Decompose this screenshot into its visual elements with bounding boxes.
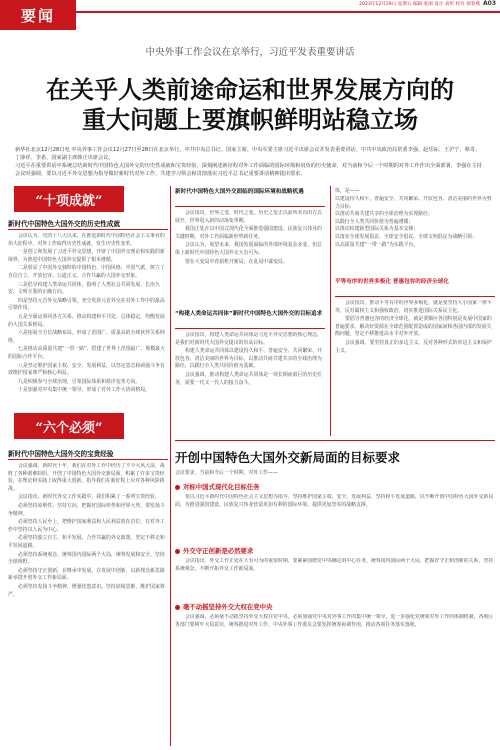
section-divider [8, 459, 168, 460]
section-title-experience: 新时代中国特色大国外交的宝贵经验 [8, 450, 114, 458]
paragraph: 七是推动高质量共建“一带一路”，搭建了世界上范围最广、规模最大的国际合作平台。 [8, 346, 165, 360]
paragraph: 会议认为，党的十八大以来，在推进新时代中国特色社会主义事业的伟大征程中，对外工作取得历史性成就，发生历史性变革。 [8, 233, 165, 247]
section-label: 要闻 [0, 0, 76, 30]
paragraph: 必须坚持发扬斗争精神，增强忧患意识、坚持底线思维，维护国家尊严。 [8, 583, 165, 598]
bullet-text-leadership [175, 614, 495, 744]
multipolarity-text [335, 300, 495, 432]
headline-line-1: 在关乎人类前途命运和世界发展方向的 [46, 75, 454, 104]
paragraph: 要以习近平新时代中国特色社会主义思想为指导，坚持维护国家主权、安全、发展利益，坚持和平发展道路，以不断开创中国特色大国外交新局面，为推进强国建设、民族复兴伟业营造更加有利的国际环境、提供更加坚实的战略支撑。 [175, 494, 494, 508]
bullet-title-text: 毫不动摇坚持外交大权在党中央 [183, 603, 273, 611]
section-divider [8, 229, 168, 230]
community-text [175, 332, 325, 432]
paragraph: 会议指出，推动平等有序的世界多极化，就是要坚持大小国家一律平等，反对霸权主义和强权政治，切实推进国际关系民主化。 [335, 300, 492, 314]
bullet-title-innovation [175, 546, 495, 555]
paragraph: 会议强调，推动构建人类命运共同体是一项长期而艰巨的历史任务，需要一代又一代人的接力奋斗。 [175, 371, 322, 386]
quote-six-musts: “六个必须” [14, 413, 124, 439]
bullet-dot-icon [175, 485, 180, 490]
column-rule [170, 186, 171, 746]
section-divider [335, 296, 495, 297]
paragraph: 要倡导普惠包容的经济全球化，就是要顺应各国特别是发展中国家的普遍要求，解决好资源在全球范围配置造成的国家间和各国内部的发展失衡问题，坚定不移推进高水平对外开放。 [335, 316, 492, 338]
paragraph: 要在大变局中育新机开新局，在乱局中谋变局。 [185, 258, 288, 265]
paragraph: 必须坚持系统观念，统筹国内国际两个大局，统筹发展和安全，坚持全球视野。 [8, 551, 165, 566]
list-item: 以落实全球发展倡议、全球安全倡议、全球文明倡议为战略引领； [335, 233, 477, 240]
paragraph: 九是积极参与全球治理，引领国际体系和秩序变革方向。 [18, 378, 141, 385]
paragraph: 十是加强党中央集中统一领导，形成了对外工作大协同格局。 [18, 387, 151, 394]
paragraph: 会议强调，必须毫不动摇坚持外交大权在党中央，必须加强党中央对外事工作的集中统一领导，进一步强化党统领对外工作的体制机制，各地区各部门要树牢大局意识，统筹推进对外工作。中央外事工作委员会要发挥统筹协调作用，推动各项任务落实落地。 [175, 614, 494, 628]
paragraph: 会议指出，世界之变、时代之变、历史之变正以前所未有的方式展开，世界进入新的动荡变革期。 [175, 210, 322, 224]
mid-heading-community: “构建人类命运共同体”新时代中国特色大国外交的目标追求 [175, 311, 323, 317]
paragraph: 会议强调，新时代十年，我们在对外工作中经历了不少大风大浪，战胜了各种艰难险阻，开创了中国特色大国外交新局面，积累了许多宝贵经验，在理论和实践上取得重大创新，指导我们在新征程上应对各种风险挑战。 [8, 463, 165, 492]
paragraph: 会议认为，展望未来，我国发展面临的外部环境复杂多变，但总体上新时代中国特色大国外交大有可为。 [175, 242, 322, 256]
paragraph: 六是拓展全方位战略布局，形成了范围广、质量高的全球伙伴关系网络。 [8, 330, 165, 344]
bullet-title-text: 对标中国式现代化目标任务 [183, 483, 260, 491]
section-divider [175, 440, 495, 441]
paragraph: 会议指出，构建人类命运共同体是习近平外交思想的核心理念，是我们对新时代大国外交提出的崇高目标。 [175, 332, 322, 346]
paragraph: 必须坚持守正创新，在继承中发展、在发展中创新，以新理念新思路新举措开创外交工作新局面。 [8, 567, 165, 582]
column-rule [330, 186, 331, 436]
paragraph: 必须坚持独立自主、和平发展、合作共赢的外交政策，坚定不移走和平发展道路。 [8, 535, 165, 549]
list-item: 以推动共商共建共享的全球治理为实现路径； [335, 211, 433, 218]
bullet-text-modernization [175, 494, 495, 542]
mid-heading-environment: 新时代中国特色大国外交面临的国际环境和战略机遇 [175, 189, 304, 195]
right-list [335, 196, 495, 272]
quote-ten-achievements: “十项成就” [14, 186, 124, 212]
paragraph: 会议指出，新时代外交工作实践中，我们积累了一系列宝贵经验。 [18, 494, 160, 501]
paragraph: 构建人类命运共同体以建设持久和平、普遍安全、共同繁荣、开放包容、清洁美丽的世界为目标，以推动共商共建共享的全球治理为路径，以践行全人类共同价值为基础。 [175, 348, 322, 370]
achievements-text [8, 233, 168, 403]
environment-text [175, 210, 325, 306]
bullet-dot-icon [175, 605, 180, 610]
paragraph: 我国正处在以中国式现代化全面推进强国建设、民族复兴伟业的关键时期，对外工作面临新形势新任务。 [175, 226, 322, 240]
lead-paragraphs [15, 146, 485, 178]
right-heading-multipolarity: 平等有序的世界多极化 普惠包容的经济全球化 [335, 279, 449, 285]
list-item: 以推动构建新型国际关系为基本支撑； [335, 226, 419, 233]
section-divider [175, 206, 325, 207]
list-item: 以践行全人类共同价值为普遍遵循； [335, 218, 414, 225]
kicker: 中央外事工作会议在京举行，习近平发表重要讲话 [145, 47, 355, 58]
bullet-title-modernization [175, 482, 495, 491]
lead-paragraph: 新华社北京12月28日电 中央外事工作会议12月27日至28日在北京举行。中共中央总书记、国家主席、中央军委主席习近平出席会议并发表重要讲话。中共中央政治局常委李强、赵乐际、王沪宁、蔡奇、丁薛祥、李希、国家副主席韩正出席会议。 [15, 147, 481, 161]
paragraph: 会议强调，要坚持真正的多边主义，反对各种形式的单边主义和保护主义。 [335, 339, 492, 354]
paragraph: 四是坚持元首外交战略引领，充分发挥元首外交在对外工作中的最高引领作用。 [8, 297, 165, 312]
header-rule [76, 11, 500, 13]
paragraph: 一是创立和发展了习近平外交思想，开辟了中国外交理论和实践的新境界，为推进中国特色大国外交提供了根本遵循。 [8, 249, 165, 263]
bullet-text-innovation [175, 558, 495, 598]
paragraph: 必须坚持原则性、坚持方向，把握好国际形势和世界大势，要发扬斗争精神。 [8, 502, 165, 517]
right-intro: 体，是—— [335, 188, 360, 194]
bullet-title-text: 外交守正创新是必然要求 [183, 547, 254, 555]
header-info [359, 0, 496, 7]
page-number: A03 [483, 0, 496, 7]
paragraph: 必须坚持人民至上，把维护国家利益和人民利益放在首位，在对外工作中坚持以人民为中心。 [8, 519, 165, 533]
paragraph: 八是坚定维护国家主权、安全、发展利益，以坚定意志和顽强斗争有效维护国家尊严和核心利益。 [8, 362, 165, 377]
header-date-editor: 2023年12月29日 星期五 编辑 张丽 设计 高昕 校对 郝春燕 [359, 2, 480, 7]
lead-paragraph: 习近平在重要讲话中系统总结新时代中国特色大国外交的历史性成就和宝贵经验，深刻阐述新征程对外工作面临的国际环境和肩负的历史使命，对当前和今后一个时期的对外工作作出全面部署，李强在主持会议时强调，要以习近平外交思想为指导做好新时代对外工作，共建学习领会和贯彻落实习近平总书记重要讲话精神提出要求。 [15, 163, 482, 177]
section-title-goals: 开创中国特色大国外交新局面的目标要求 [175, 450, 401, 465]
headline-line-2: 重大问题上要旗帜鲜明站稳立场 [82, 105, 418, 134]
paragraph: 会议指出，外交工作正处在大有可为的重要时期，要紧紧围绕党中央确定的中心任务，统筹国内国际两个大局，把握好守正和创新的关系，坚持系统观念，不断开拓外交工作新局面。 [175, 558, 494, 572]
paragraph: 五是全面运筹同各方关系，推动构建和平共处、总体稳定、均衡发展的大国关系格局。 [8, 313, 165, 328]
bullet-title-leadership [175, 602, 495, 611]
section-title-achievements: 新时代中国特色大国外交的历史性成就 [8, 220, 121, 228]
paragraph: 三是倡导构建人类命运共同体，指明了人类社会共同发展、长治久安、文明互鉴的正确方向。 [8, 281, 160, 296]
experience-text [8, 463, 168, 745]
paragraph: 二是彰显了中国外交独特的中国特色、中国风格、中国气派，树立了自信自立、开放包容、公道正义、合作共赢的大国外交形象。 [8, 265, 165, 279]
list-item: 以建设持久和平、普遍安全、共同繁荣、开放包容、清洁美丽的世界为努力目标； [335, 196, 492, 210]
list-item: 以高质量共建“一带一路”为实践平台。 [335, 241, 419, 248]
goals-intro: 会议要求，当前和今后一个时期，对外工作—— [175, 470, 278, 476]
section-divider [175, 328, 325, 329]
bullet-dot-icon [175, 549, 180, 554]
